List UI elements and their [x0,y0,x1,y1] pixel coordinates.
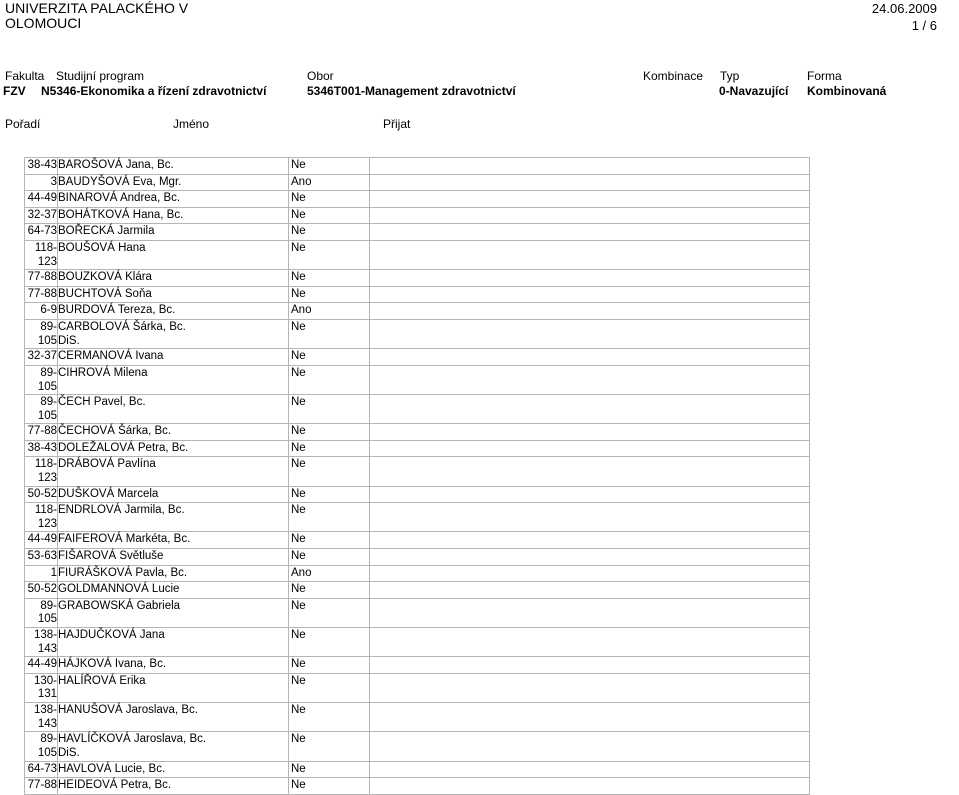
cell-jmeno [58,503,289,532]
jmeno-value: ČECH Pavel, Bc. [58,396,146,409]
poradi-value: 89-105 [37,599,57,626]
table-row [25,761,810,778]
column-header-poradi: Pořadí [5,117,41,131]
table-row [25,598,810,627]
cell-prijat [289,303,370,320]
value-fakulta: FZV [3,84,26,98]
cell-jmeno [58,286,289,303]
jmeno-value: CERMANOVÁ Ivana [58,350,164,363]
table-row [25,778,810,795]
jmeno-value: HAJDUČKOVÁ Jana [58,629,165,642]
label-studijni-program: Studijní program [56,69,145,83]
cell-poradi [25,565,58,582]
poradi-value: 32-37 [27,208,57,221]
table-row [25,240,810,269]
cell-prijat [289,319,370,348]
cell-jmeno [58,486,289,503]
label-typ: Typ [720,69,740,83]
cell-prijat [289,457,370,486]
cell-jmeno [58,207,289,224]
label-forma: Forma [807,69,842,83]
cell-empty [370,424,810,441]
cell-empty [370,457,810,486]
cell-poradi [25,532,58,549]
poradi-value: 89-105 [37,366,57,393]
results-table-body [25,158,810,795]
poradi-value: 138-143 [33,629,57,655]
jmeno-value: GRABOWSKÁ Gabriela [58,599,181,612]
prijat-value: Ne [291,762,306,775]
poradi-value: 53-63 [27,550,57,563]
cell-empty [370,549,810,566]
cell-prijat [289,365,370,394]
cell-poradi [25,457,58,486]
cell-empty [370,778,810,795]
jmeno-value: ENDRLOVÁ Jarmila, Bc. [58,504,185,517]
cell-poradi [25,549,58,566]
cell-jmeno [58,365,289,394]
cell-poradi [25,486,58,503]
table-row [25,702,810,731]
prijat-value: Ne [291,287,306,300]
table-row [25,457,810,486]
cell-empty [370,303,810,320]
cell-jmeno [58,565,289,582]
cell-poradi [25,673,58,702]
cell-empty [370,349,810,366]
cell-jmeno [58,761,289,778]
column-header-prijat: Přijat [383,117,411,131]
poradi-value: 89-105 [37,320,57,347]
cell-poradi [25,702,58,731]
cell-prijat [289,240,370,269]
jmeno-value: BUCHTOVÁ Soňa [58,287,152,300]
cell-prijat [289,286,370,303]
cell-poradi [25,240,58,269]
cell-jmeno [58,778,289,795]
cell-jmeno [58,240,289,269]
cell-poradi [25,365,58,394]
jmeno-value: GOLDMANNOVÁ Lucie [58,583,180,596]
prijat-value: Ne [291,241,306,254]
cell-empty [370,532,810,549]
poradi-value: 6-9 [40,304,57,317]
poradi-value: 118-123 [34,458,57,485]
cell-prijat [289,598,370,627]
cell-prijat [289,761,370,778]
cell-empty [370,365,810,394]
prijat-value: Ne [291,458,306,471]
cell-jmeno [58,395,289,424]
cell-jmeno [58,673,289,702]
cell-prijat [289,628,370,657]
jmeno-value: DRÁBOVÁ Pavlína [58,458,156,471]
cell-prijat [289,532,370,549]
poradi-value: 44-49 [27,533,57,546]
table-row [25,319,810,348]
cell-prijat [289,224,370,241]
prijat-value: Ne [291,703,306,716]
cell-prijat [289,440,370,457]
prijat-value: Ne [291,396,306,409]
prijat-value: Ne [291,208,306,221]
cell-poradi [25,778,58,795]
cell-empty [370,319,810,348]
prijat-value: Ne [291,550,306,563]
cell-poradi [25,424,58,441]
poradi-value: 64-73 [27,762,57,775]
jmeno-value: HAVLOVÁ Lucie, Bc. [58,762,166,775]
prijat-value: Ne [291,504,306,517]
cell-poradi [25,440,58,457]
jmeno-value: BOUZKOVÁ Klára [58,271,152,284]
poradi-value: 32-37 [27,350,57,363]
prijat-value: Ne [291,441,306,454]
table-row [25,549,810,566]
jmeno-value: DUŠKOVÁ Marcela [58,487,159,500]
cell-jmeno [58,224,289,241]
poradi-value: 64-73 [27,225,57,238]
cell-empty [370,565,810,582]
table-row [25,424,810,441]
cell-poradi [25,174,58,191]
cell-poradi [25,598,58,627]
table-row [25,365,810,394]
jmeno-value: CIHROVÁ Milena [58,366,148,379]
cell-jmeno [58,303,289,320]
prijat-value: Ne [291,366,306,379]
prijat-value: Ne [291,733,306,746]
cell-prijat [289,673,370,702]
cell-empty [370,207,810,224]
results-table [24,157,810,795]
value-forma: Kombinovaná [807,84,887,98]
jmeno-value: FIURÁŠKOVÁ Pavla, Bc. [58,566,188,579]
cell-prijat [289,565,370,582]
cell-jmeno [58,532,289,549]
poradi-value: 89-105 [37,396,57,422]
cell-jmeno [58,702,289,731]
table-row [25,395,810,424]
cell-jmeno [58,598,289,627]
poradi-value: 1 [50,566,57,579]
poradi-value: 118-123 [34,504,57,530]
table-row [25,440,810,457]
cell-empty [370,270,810,287]
cell-poradi [25,191,58,208]
cell-jmeno [58,424,289,441]
prijat-value: Ne [291,487,306,500]
cell-prijat [289,207,370,224]
cell-poradi [25,761,58,778]
jmeno-value: DOLEŽALOVÁ Petra, Bc. [58,441,189,454]
cell-jmeno [58,191,289,208]
cell-empty [370,598,810,627]
prijat-value: Ano [291,566,312,579]
table-row [25,582,810,599]
cell-poradi [25,628,58,657]
cell-empty [370,486,810,503]
cell-jmeno [58,270,289,287]
value-obor: 5346T001-Management zdravotnictví [307,84,516,98]
poradi-value: 130-131 [33,674,57,701]
cell-jmeno [58,174,289,191]
prijat-value: Ne [291,350,306,363]
jmeno-value: ČECHOVÁ Šárka, Bc. [58,425,172,438]
jmeno-value: BINAROVÁ Andrea, Bc. [58,192,181,205]
cell-prijat [289,424,370,441]
prijat-value: Ne [291,583,306,596]
cell-empty [370,286,810,303]
label-kombinace: Kombinace [643,69,704,83]
cell-poradi [25,270,58,287]
cell-poradi [25,395,58,424]
university-name-line2: OLOMOUCI [5,15,82,31]
cell-jmeno [58,440,289,457]
table-row [25,673,810,702]
jmeno-value: FAIFEROVÁ Markéta, Bc. [58,533,191,546]
prijat-value: Ano [291,175,312,188]
jmeno-value: BAUDYŠOVÁ Eva, Mgr. [58,175,182,188]
table-row [25,486,810,503]
prijat-value: Ne [291,271,306,284]
cell-empty [370,761,810,778]
poradi-value: 44-49 [27,192,57,205]
cell-prijat [289,486,370,503]
cell-empty [370,158,810,175]
table-row [25,565,810,582]
cell-prijat [289,174,370,191]
cell-jmeno [58,657,289,674]
poradi-value: 138-143 [33,703,57,730]
cell-empty [370,440,810,457]
cell-jmeno [58,457,289,486]
cell-empty [370,503,810,532]
table-row [25,286,810,303]
cell-prijat [289,503,370,532]
table-row [25,628,810,657]
jmeno-value: HEIDEOVÁ Petra, Bc. [58,779,172,792]
cell-prijat [289,158,370,175]
poradi-value: 77-88 [27,425,57,438]
prijat-value: Ne [291,674,306,687]
value-studijni-program: N5346-Ekonomika a řízení zdravotnictví [41,84,267,98]
cell-jmeno [58,732,289,761]
table-row [25,224,810,241]
cell-empty [370,240,810,269]
jmeno-value: HANUŠOVÁ Jaroslava, Bc. [58,703,198,716]
poradi-value: 38-43 [27,159,57,171]
cell-prijat [289,702,370,731]
cell-empty [370,702,810,731]
cell-prijat [289,395,370,424]
table-row [25,532,810,549]
poradi-value: 77-88 [27,287,57,300]
cell-empty [370,395,810,424]
value-typ: 0-Navazující [719,84,789,98]
university-name [5,1,188,31]
table-row [25,158,810,175]
jmeno-value: HÁJKOVÁ Ivana, Bc. [58,658,167,671]
university-name-line1: UNIVERZITA PALACKÉHO V [5,0,189,16]
poradi-value: 38-43 [27,441,57,454]
table-row [25,191,810,208]
prijat-value: Ne [291,425,306,438]
cell-empty [370,224,810,241]
jmeno-value: HAVLÍČKOVÁ Jaroslava, Bc. DiS. [58,733,207,759]
poradi-value: 77-88 [27,271,57,284]
prijat-value: Ne [291,320,306,333]
cell-empty [370,582,810,599]
table-row [25,207,810,224]
cell-poradi [25,349,58,366]
poradi-value: 44-49 [27,658,57,671]
cell-jmeno [58,349,289,366]
table-row [25,174,810,191]
table-row [25,503,810,532]
poradi-value: 50-52 [27,487,57,500]
cell-prijat [289,778,370,795]
jmeno-value: HALÍŘOVÁ Erika [58,674,146,687]
cell-poradi [25,303,58,320]
cell-poradi [25,503,58,532]
label-fakulta: Fakulta [5,69,45,83]
prijat-value: Ne [291,225,306,238]
cell-poradi [25,319,58,348]
cell-jmeno [58,319,289,348]
cell-poradi [25,158,58,175]
jmeno-value: BOHÁTKOVÁ Hana, Bc. [58,208,184,221]
cell-jmeno [58,628,289,657]
cell-poradi [25,286,58,303]
poradi-value: 118-123 [34,241,57,268]
column-header-jmeno: Jméno [173,117,210,131]
cell-poradi [25,224,58,241]
cell-prijat [289,349,370,366]
poradi-value: 77-88 [27,779,57,792]
table-row [25,732,810,761]
prijat-value: Ne [291,779,306,792]
cell-poradi [25,582,58,599]
jmeno-value: CARBOLOVÁ Šárka, Bc. DiS. [58,320,186,347]
cell-poradi [25,207,58,224]
prijat-value: Ne [291,599,306,612]
table-row [25,270,810,287]
cell-jmeno [58,582,289,599]
prijat-value: Ne [291,159,306,171]
jmeno-value: BOŘECKÁ Jarmila [58,225,155,238]
cell-prijat [289,732,370,761]
report-date: 24.06.2009 [871,1,937,16]
table-row [25,349,810,366]
poradi-value: 89-105 [37,733,57,759]
cell-empty [370,174,810,191]
jmeno-value: BAROŠOVÁ Jana, Bc. [58,159,174,171]
cell-prijat [289,657,370,674]
jmeno-value: FIŠAROVÁ Světluše [58,550,164,563]
jmeno-value: BURDOVÁ Tereza, Bc. [58,304,176,317]
cell-prijat [289,549,370,566]
page-indicator: 1 / 6 [911,18,937,33]
jmeno-value: BOUŠOVÁ Hana [58,241,146,254]
cell-poradi [25,732,58,761]
prijat-value: Ne [291,192,306,205]
prijat-value: Ne [291,629,306,642]
cell-prijat [289,191,370,208]
cell-empty [370,657,810,674]
table-row [25,303,810,320]
poradi-value: 3 [50,175,57,188]
prijat-value: Ne [291,658,306,671]
poradi-value: 50-52 [27,583,57,596]
prijat-value: Ne [291,533,306,546]
cell-empty [370,628,810,657]
cell-prijat [289,270,370,287]
cell-prijat [289,582,370,599]
table-row [25,657,810,674]
cell-poradi [25,657,58,674]
cell-empty [370,191,810,208]
prijat-value: Ano [291,304,312,317]
cell-empty [370,673,810,702]
cell-jmeno [58,158,289,175]
cell-empty [370,732,810,761]
cell-jmeno [58,549,289,566]
label-obor: Obor [307,69,334,83]
